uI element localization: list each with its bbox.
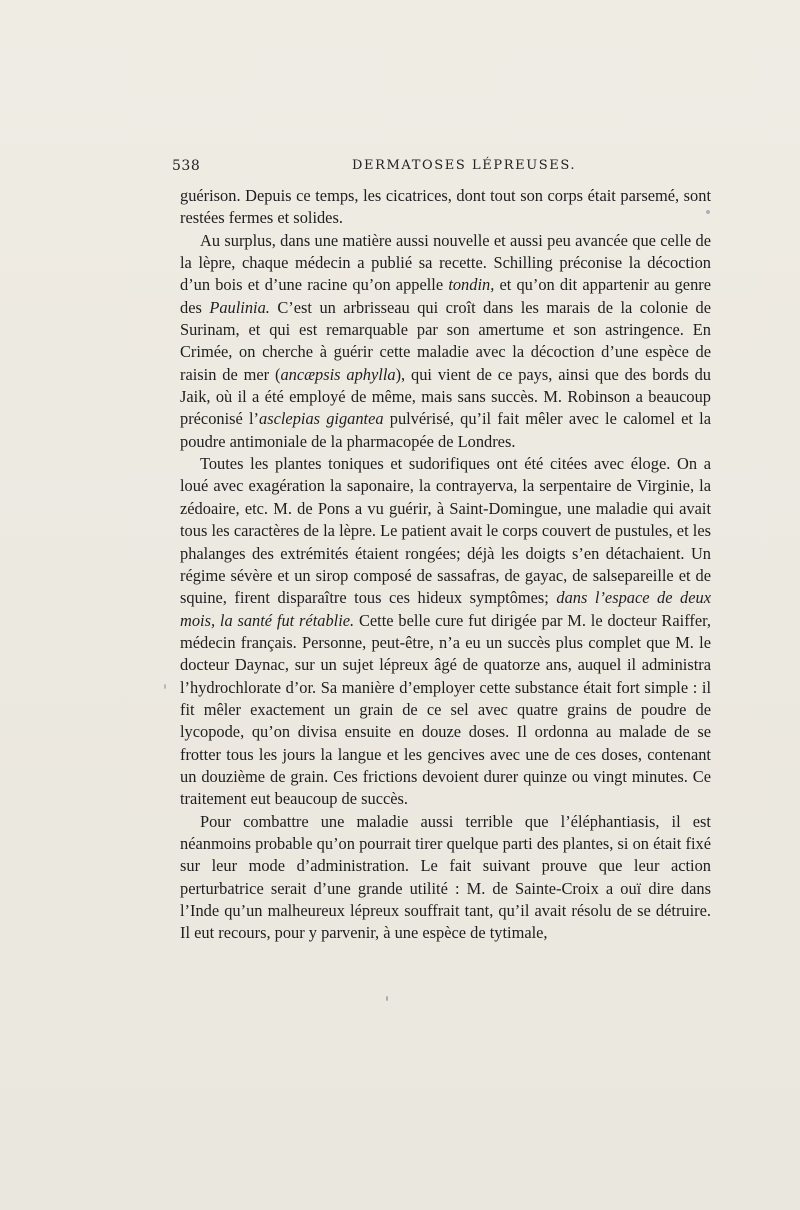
text-run: guérison. Depuis ce temps, les cicatrices, dont tout son corps était parsemé, sont restées fermes et solides. [180,186,711,228]
italic-text: dans l’espace de deux mois, la santé fut rétablie. [180,588,711,630]
text-run: pulvérisé, qu’il fait mêler avec le calomel et la poudre antimoniale de la pharmacopée de Londres. [180,409,711,451]
italic-text: asclepias gigantea [259,409,384,429]
italic-text: Paulinia. [209,297,270,317]
italic-text: tondin, [448,275,495,295]
paper-fleck [386,996,388,1001]
text-run: Au surplus, dans une matière aussi nouvelle et aussi peu avancée que celle de la lèpre, chaque médecin a publié sa recette. Schilling préconise la décoction d’un bois et d’une racine qu’on appelle [180,230,711,295]
paragraph [180,453,711,811]
text-run: Pour combattre une maladie aussi terrible que l’éléphantiasis, il est néanmoins probable qu’on pourrait tirer quelque parti des plantes, si on était fixé sur leur mode d’administration. Le fait suivant prouve que leur action perturbatrice serait d’une grande utilité : M. de Sainte-Croix a ouï dire dans l’Inde qu’un malheureux lépreux souffrait tant, qu’il avait résolu de se détruire. Il eut recours, pour y parvenir, à une espèce de tytimale, [180,811,711,943]
text-run: Toutes les plantes toniques et sudorifiques ont été citées avec éloge. On a loué avec exagération la saponaire, la contrayerva, la serpentaire de Virginie, la zédoaire, etc. M. de Pons a vu guérir, à Saint-Domingue, une maladie qui avait tous les caractères de la lèpre. Le patient avait le corps couvert de pustules, et les phalanges des extrémités étaient rongées; déjà les doigts s’en détachaient. Un régime sévère et un sirop composé de sassafras, de gayac, de salsepareille et de squine, firent disparaître tous ces hideux symptômes; [180,454,711,608]
running-head: DERMATOSES LÉPREUSES. [352,158,577,173]
italic-text: ancæpsis aphylla [280,364,396,384]
page-number: 538 [172,158,201,174]
text-run: Cette belle cure fut dirigée par M. le docteur Raiffer, médecin français. Personne, peut-être, n’a eu un succès plus complet que M. le docteur Daynac, sur un sujet lépreux âgé de quatorze ans, auquel il administra l’hydrochlorate d’or. Sa manière d’employer cette substance était fort simple : il fit mêler exactement un grain de ce sel avec quatre grains de poudre de lycopode, qu’on divisa ensuite en douze doses. Il ordonna au malade de se frotter tous les jours la langue et les gencives avec une de ces doses, contenant un douzième de grain. Ces frictions devoient durer quinze ou vingt minutes. Ce traitement eut beaucoup de succès. [180,610,711,809]
text-run: et qu’on dit appartenir au genre des [180,275,712,317]
page-header [172,158,712,180]
paragraph [180,811,711,945]
paper-fleck [706,210,710,214]
text-run: ), qui vient de ce pays, ainsi que des bords du Jaik, où il a été employé de même, mais sans succès. M. Robinson a beaucoup préconisé l’ [180,364,711,429]
paragraph [180,185,711,230]
paper-fleck [164,684,166,689]
paragraph [180,230,711,453]
body-text [180,185,711,945]
text-run: C’est un arbrisseau qui croît dans les marais de la colonie de Surinam, et qui est remarquable par son amertume et son astringence. En Crimée, on cherche à guérir cette maladie avec la décoction d’une espèce de raisin de mer ( [180,297,711,384]
